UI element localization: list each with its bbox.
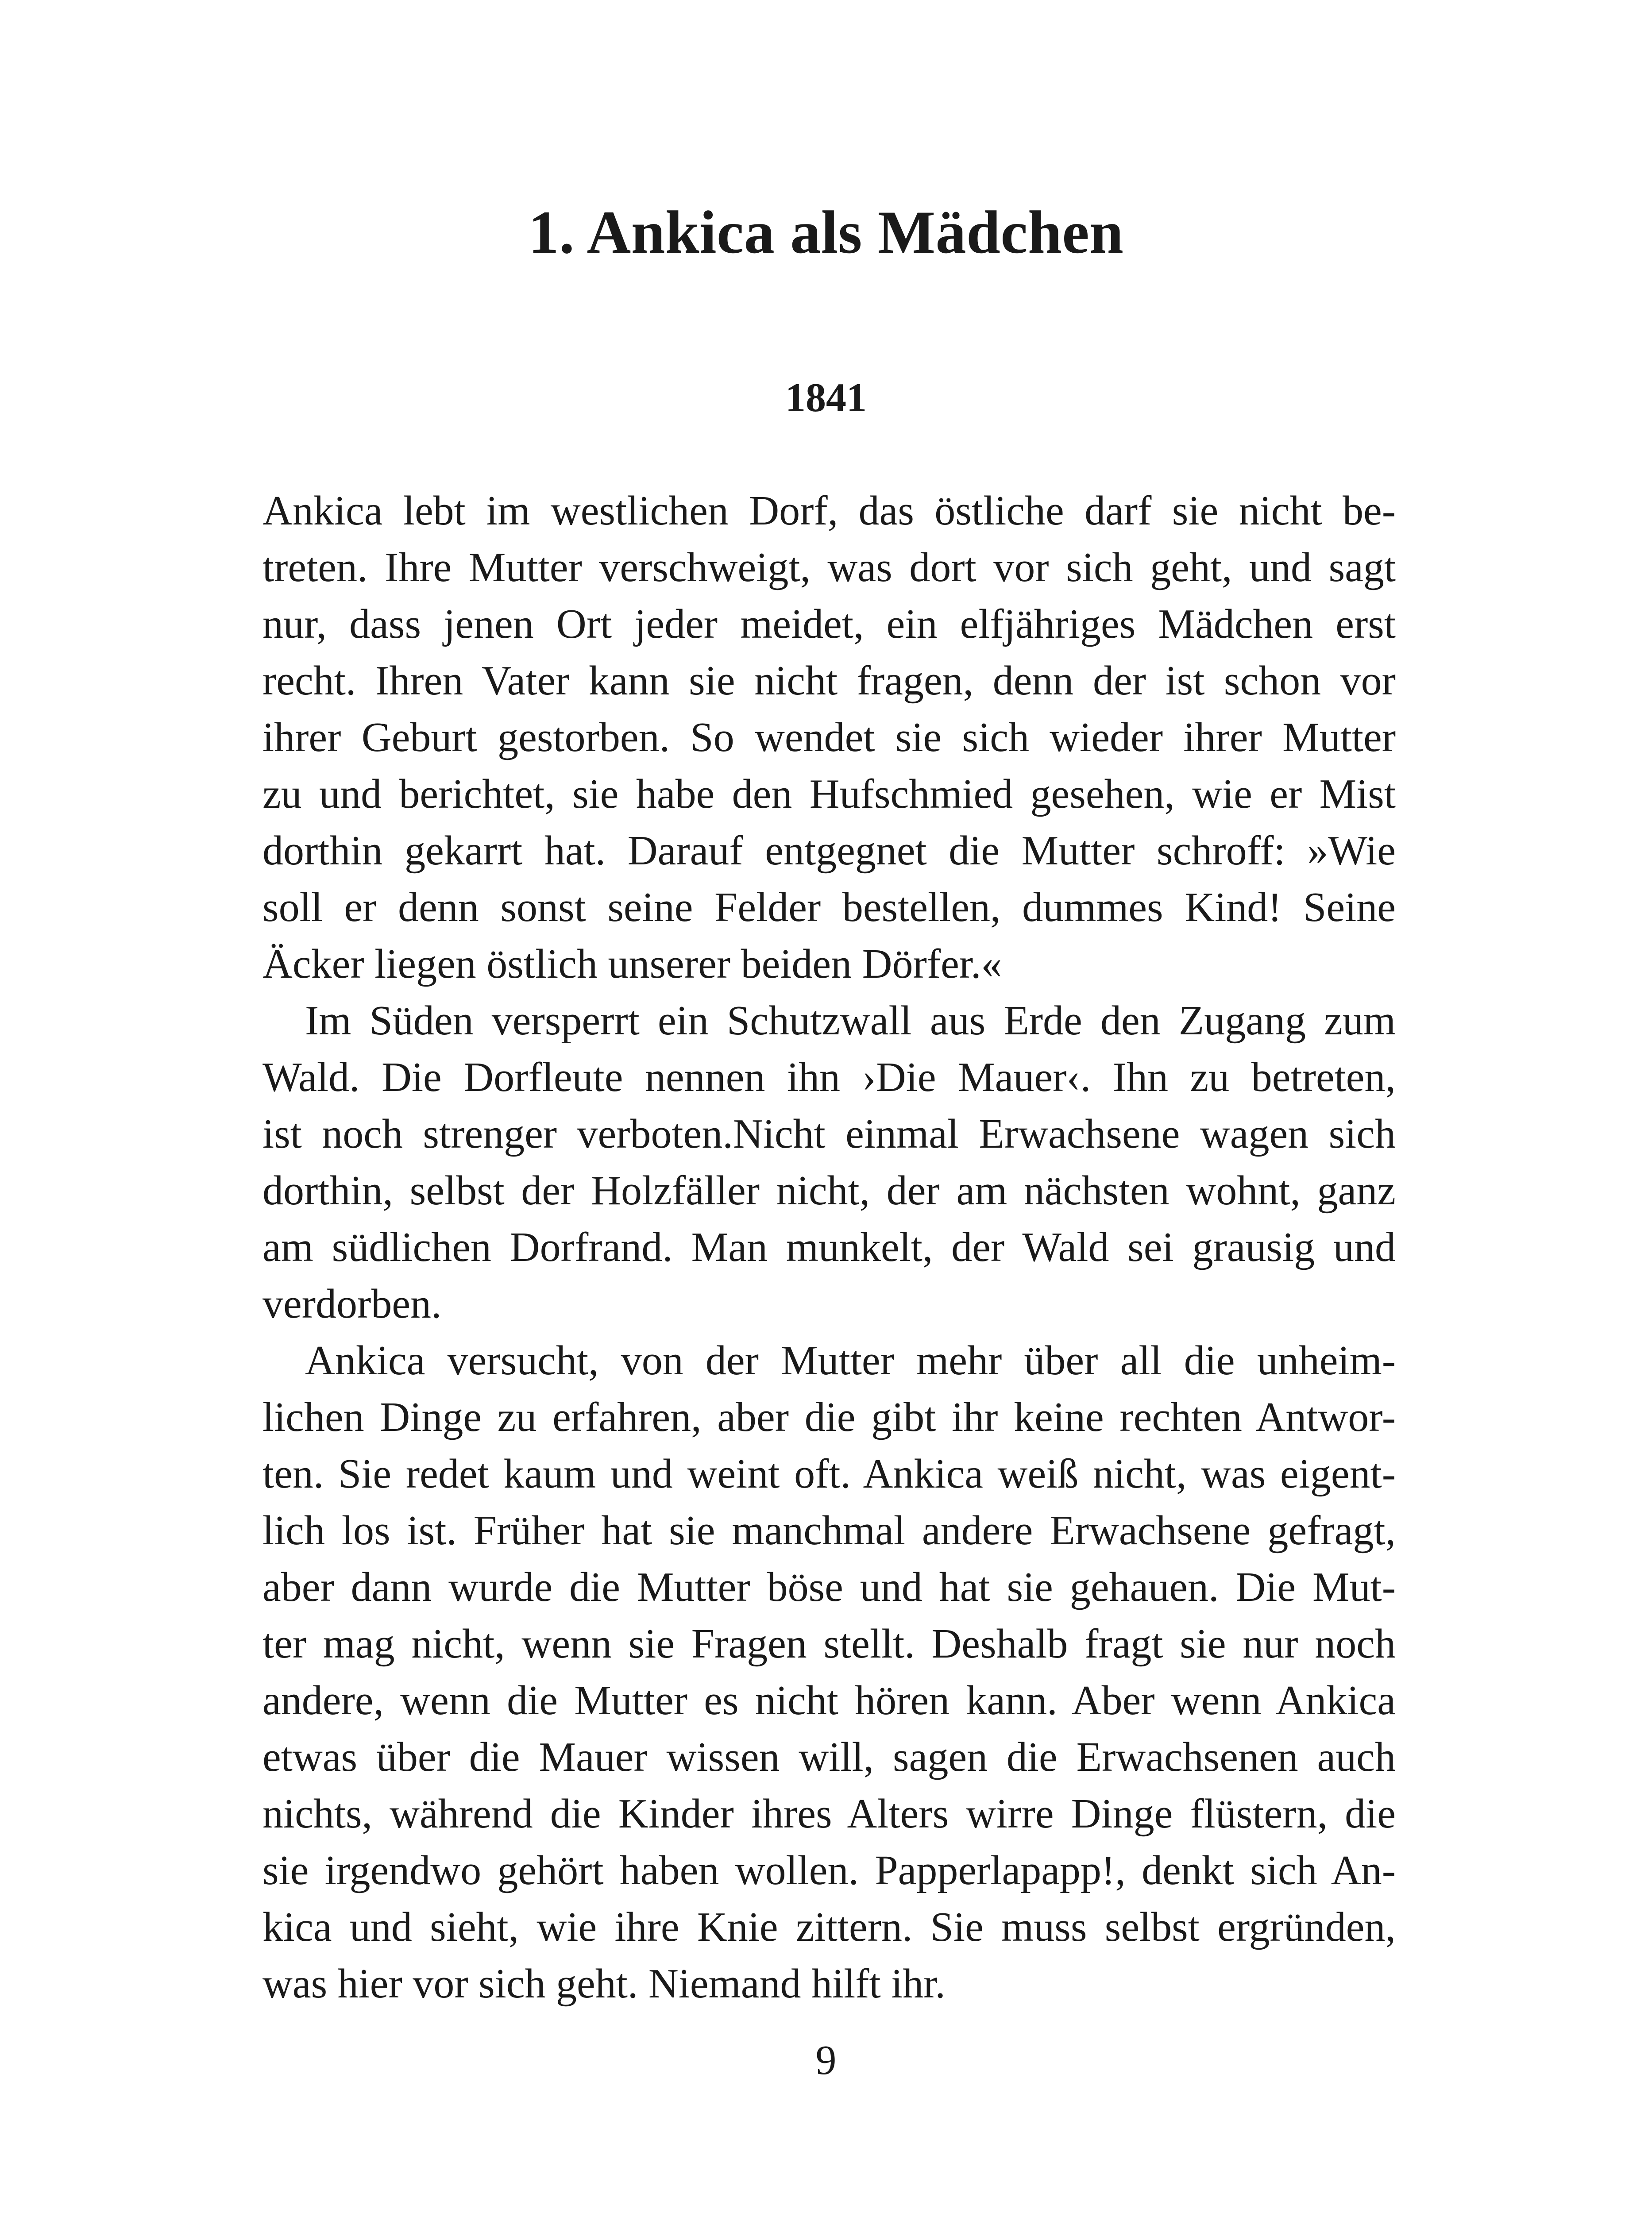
text-line: am südlichen Dorfrand. Man munkelt, der Wald sei grausig und: [262, 1224, 1396, 1270]
text-line: zu und berichtet, sie habe den Hufschmied gesehen, wie er Mist: [262, 771, 1396, 817]
text-line: sie irgendwo gehört haben wollen. Papperlapapp!, denkt sich An-: [262, 1847, 1396, 1893]
text-line: soll er denn sonst seine Felder bestellen, dummes Kind! Seine: [262, 884, 1396, 930]
text-line: ist noch strenger verboten.Nicht einmal Erwachsene wagen sich: [262, 1111, 1396, 1157]
text-line: ten. Sie redet kaum und weint oft. Ankica weiß nicht, was eigent-: [262, 1451, 1396, 1497]
text-line: ihrer Geburt gestorben. So wendet sie sich wieder ihrer Mutter: [262, 714, 1396, 760]
text-line: Äcker liegen östlich unserer beiden Dörfer.«: [262, 941, 1002, 987]
text-line: dorthin, selbst der Holzfäller nicht, der am nächsten wohnt, ganz: [262, 1168, 1396, 1214]
text-line: treten. Ihre Mutter verschweigt, was dort vor sich geht, und sagt: [262, 544, 1396, 590]
text-line: recht. Ihren Vater kann sie nicht fragen, denn der ist schon vor: [262, 658, 1396, 704]
page-number: 9: [815, 2037, 837, 2083]
body-text: [262, 482, 1396, 2012]
text-line: verdorben.: [262, 1281, 442, 1327]
text-line: Im Süden versperrt ein Schutzwall aus Erde den Zugang zum: [305, 998, 1396, 1044]
text-line: Wald. Die Dorfleute nennen ihn ›Die Mauer‹. Ihn zu betreten,: [262, 1054, 1396, 1100]
chapter-title: 1. Ankica als Mädchen: [528, 198, 1124, 266]
text-line: andere, wenn die Mutter es nicht hören kann. Aber wenn Ankica: [262, 1677, 1396, 1723]
text-line: nur, dass jenen Ort jeder meidet, ein elfjähriges Mädchen erst: [262, 601, 1396, 647]
text-line: aber dann wurde die Mutter böse und hat sie gehauen. Die Mut-: [262, 1564, 1396, 1610]
text-line: lich los ist. Früher hat sie manchmal andere Erwachsene gefragt,: [262, 1507, 1396, 1554]
text-line: lichen Dinge zu erfahren, aber die gibt ihr keine rechten Antwor-: [262, 1394, 1396, 1440]
text-line: dorthin gekarrt hat. Darauf entgegnet die Mutter schroff: »Wie: [262, 828, 1396, 874]
section-year-heading: 1841: [785, 375, 867, 420]
text-line: was hier vor sich geht. Niemand hilft ihr.: [262, 1961, 946, 2007]
text-line: ter mag nicht, wenn sie Fragen stellt. Deshalb fragt sie nur noch: [262, 1621, 1396, 1667]
text-line: etwas über die Mauer wissen will, sagen die Erwachsenen auch: [262, 1734, 1396, 1780]
text-line: Ankica lebt im westlichen Dorf, das östliche darf sie nicht be-: [262, 488, 1396, 534]
text-line: Ankica versucht, von der Mutter mehr über all die unheim-: [305, 1338, 1396, 1384]
text-line: kica und sieht, wie ihre Knie zittern. Sie muss selbst ergründen,: [262, 1904, 1396, 1950]
text-line: nichts, während die Kinder ihres Alters wirre Dinge flüstern, die: [262, 1791, 1396, 1837]
